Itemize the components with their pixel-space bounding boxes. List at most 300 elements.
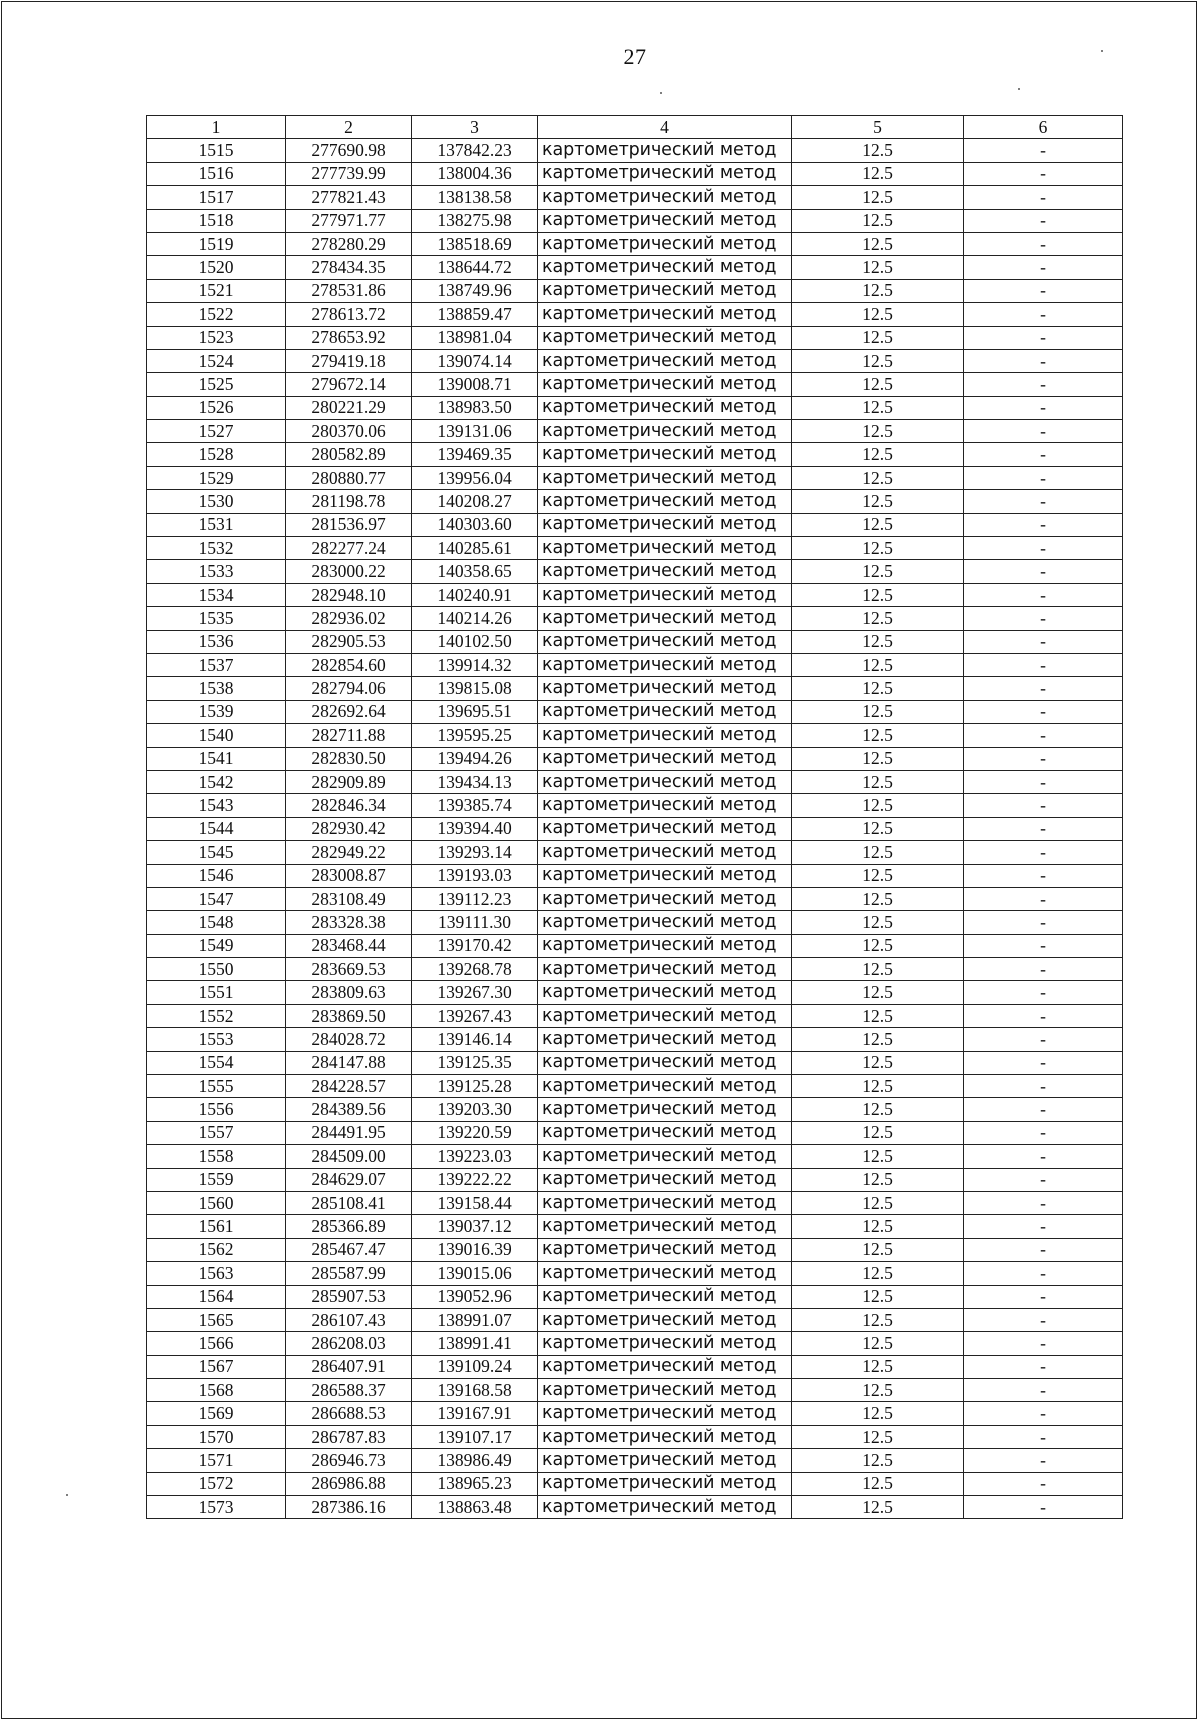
table-row <box>147 1168 1123 1191</box>
x-coordinate-cell: 286407.91 <box>286 1355 412 1378</box>
point-number-cell: 1569 <box>147 1402 286 1425</box>
accuracy-cell: 12.5 <box>792 1051 964 1074</box>
x-coordinate-cell: 277821.43 <box>286 186 412 209</box>
description-cell: - <box>964 186 1123 209</box>
x-coordinate-cell: 286688.53 <box>286 1402 412 1425</box>
point-number-cell: 1535 <box>147 607 286 630</box>
x-coordinate-cell: 280582.89 <box>286 443 412 466</box>
x-coordinate-cell: 280880.77 <box>286 466 412 489</box>
description-cell: - <box>964 1121 1123 1144</box>
accuracy-cell: 12.5 <box>792 1425 964 1448</box>
description-cell: - <box>964 326 1123 349</box>
y-coordinate-cell: 140208.27 <box>412 490 538 513</box>
description-cell: - <box>964 1238 1123 1261</box>
description-cell: - <box>964 373 1123 396</box>
point-number-cell: 1554 <box>147 1051 286 1074</box>
point-number-cell: 1525 <box>147 373 286 396</box>
description-cell: - <box>964 1308 1123 1331</box>
method-cell: картометрический метод <box>538 537 792 560</box>
table-row <box>147 887 1123 910</box>
x-coordinate-cell: 286588.37 <box>286 1379 412 1402</box>
table-row <box>147 981 1123 1004</box>
point-number-cell: 1533 <box>147 560 286 583</box>
x-coordinate-cell: 278280.29 <box>286 232 412 255</box>
description-cell: - <box>964 747 1123 770</box>
x-coordinate-cell: 282711.88 <box>286 724 412 747</box>
description-cell: - <box>964 1425 1123 1448</box>
description-cell: - <box>964 1379 1123 1402</box>
x-coordinate-cell: 282948.10 <box>286 583 412 606</box>
table-header-row <box>147 116 1123 139</box>
accuracy-cell: 12.5 <box>792 887 964 910</box>
y-coordinate-cell: 140303.60 <box>412 513 538 536</box>
point-number-cell: 1544 <box>147 817 286 840</box>
table-row <box>147 466 1123 489</box>
point-number-cell: 1523 <box>147 326 286 349</box>
description-cell: - <box>964 162 1123 185</box>
table-row <box>147 817 1123 840</box>
x-coordinate-cell: 284509.00 <box>286 1145 412 1168</box>
table-row <box>147 139 1123 162</box>
y-coordinate-cell: 139125.35 <box>412 1051 538 1074</box>
table-row <box>147 186 1123 209</box>
table-row <box>147 1472 1123 1495</box>
point-number-cell: 1531 <box>147 513 286 536</box>
description-cell: - <box>964 958 1123 981</box>
method-cell: картометрический метод <box>538 279 792 302</box>
table-row <box>147 443 1123 466</box>
method-cell: картометрический метод <box>538 1168 792 1191</box>
point-number-cell: 1529 <box>147 466 286 489</box>
method-cell: картометрический метод <box>538 1496 792 1519</box>
accuracy-cell: 12.5 <box>792 724 964 747</box>
point-number-cell: 1549 <box>147 934 286 957</box>
x-coordinate-cell: 285907.53 <box>286 1285 412 1308</box>
table-row <box>147 1332 1123 1355</box>
y-coordinate-cell: 139052.96 <box>412 1285 538 1308</box>
y-coordinate-cell: 139016.39 <box>412 1238 538 1261</box>
point-number-cell: 1518 <box>147 209 286 232</box>
y-coordinate-cell: 139222.22 <box>412 1168 538 1191</box>
method-cell: картометрический метод <box>538 1308 792 1331</box>
point-number-cell: 1534 <box>147 583 286 606</box>
x-coordinate-cell: 285108.41 <box>286 1191 412 1214</box>
y-coordinate-cell: 138991.41 <box>412 1332 538 1355</box>
point-number-cell: 1573 <box>147 1496 286 1519</box>
method-cell: картометрический метод <box>538 1355 792 1378</box>
accuracy-cell: 12.5 <box>792 279 964 302</box>
x-coordinate-cell: 282949.22 <box>286 841 412 864</box>
table-row <box>147 1098 1123 1121</box>
description-cell: - <box>964 560 1123 583</box>
point-number-cell: 1519 <box>147 232 286 255</box>
method-cell: картометрический метод <box>538 1285 792 1308</box>
description-cell: - <box>964 630 1123 653</box>
point-number-cell: 1567 <box>147 1355 286 1378</box>
x-coordinate-cell: 282854.60 <box>286 653 412 676</box>
accuracy-cell: 12.5 <box>792 911 964 934</box>
method-cell: картометрический метод <box>538 864 792 887</box>
y-coordinate-cell: 139267.43 <box>412 1004 538 1027</box>
y-coordinate-cell: 138004.36 <box>412 162 538 185</box>
y-coordinate-cell: 139268.78 <box>412 958 538 981</box>
accuracy-cell: 12.5 <box>792 326 964 349</box>
x-coordinate-cell: 279672.14 <box>286 373 412 396</box>
table-row <box>147 1262 1123 1285</box>
table-row <box>147 303 1123 326</box>
table-row <box>147 583 1123 606</box>
method-cell: картометрический метод <box>538 677 792 700</box>
method-cell: картометрический метод <box>538 794 792 817</box>
y-coordinate-cell: 139107.17 <box>412 1425 538 1448</box>
table-row <box>147 232 1123 255</box>
method-cell: картометрический метод <box>538 653 792 676</box>
x-coordinate-cell: 278653.92 <box>286 326 412 349</box>
method-cell: картометрический метод <box>538 1145 792 1168</box>
point-number-cell: 1524 <box>147 349 286 372</box>
x-coordinate-cell: 277690.98 <box>286 139 412 162</box>
description-cell: - <box>964 653 1123 676</box>
method-cell: картометрический метод <box>538 770 792 793</box>
table-row <box>147 513 1123 536</box>
column-header-method: 4 <box>538 116 792 139</box>
method-cell: картометрический метод <box>538 1262 792 1285</box>
table-row <box>147 279 1123 302</box>
method-cell: картометрический метод <box>538 1121 792 1144</box>
point-number-cell: 1550 <box>147 958 286 981</box>
description-cell: - <box>964 1332 1123 1355</box>
y-coordinate-cell: 139595.25 <box>412 724 538 747</box>
method-cell: картометрический метод <box>538 981 792 1004</box>
accuracy-cell: 12.5 <box>792 1285 964 1308</box>
accuracy-cell: 12.5 <box>792 607 964 630</box>
x-coordinate-cell: 284389.56 <box>286 1098 412 1121</box>
method-cell: картометрический метод <box>538 303 792 326</box>
method-cell: картометрический метод <box>538 958 792 981</box>
accuracy-cell: 12.5 <box>792 139 964 162</box>
x-coordinate-cell: 286986.88 <box>286 1472 412 1495</box>
accuracy-cell: 12.5 <box>792 1355 964 1378</box>
y-coordinate-cell: 139125.28 <box>412 1075 538 1098</box>
scan-speck <box>66 1494 68 1496</box>
y-coordinate-cell: 138965.23 <box>412 1472 538 1495</box>
method-cell: картометрический метод <box>538 256 792 279</box>
coordinates-table <box>146 115 1123 1519</box>
point-number-cell: 1565 <box>147 1308 286 1331</box>
description-cell: - <box>964 1168 1123 1191</box>
description-cell: - <box>964 490 1123 513</box>
y-coordinate-cell: 139385.74 <box>412 794 538 817</box>
accuracy-cell: 12.5 <box>792 934 964 957</box>
accuracy-cell: 12.5 <box>792 1004 964 1027</box>
accuracy-cell: 12.5 <box>792 981 964 1004</box>
x-coordinate-cell: 281536.97 <box>286 513 412 536</box>
y-coordinate-cell: 139015.06 <box>412 1262 538 1285</box>
accuracy-cell: 12.5 <box>792 1191 964 1214</box>
table-row <box>147 349 1123 372</box>
y-coordinate-cell: 139167.91 <box>412 1402 538 1425</box>
method-cell: картометрический метод <box>538 630 792 653</box>
table-row <box>147 724 1123 747</box>
y-coordinate-cell: 139815.08 <box>412 677 538 700</box>
table-row <box>147 794 1123 817</box>
x-coordinate-cell: 282936.02 <box>286 607 412 630</box>
description-cell: - <box>964 841 1123 864</box>
table-row <box>147 326 1123 349</box>
x-coordinate-cell: 282909.89 <box>286 770 412 793</box>
y-coordinate-cell: 138859.47 <box>412 303 538 326</box>
y-coordinate-cell: 139193.03 <box>412 864 538 887</box>
point-number-cell: 1539 <box>147 700 286 723</box>
x-coordinate-cell: 283000.22 <box>286 560 412 583</box>
x-coordinate-cell: 281198.78 <box>286 490 412 513</box>
y-coordinate-cell: 138275.98 <box>412 209 538 232</box>
description-cell: - <box>964 349 1123 372</box>
point-number-cell: 1551 <box>147 981 286 1004</box>
table-row <box>147 1215 1123 1238</box>
method-cell: картометрический метод <box>538 887 792 910</box>
y-coordinate-cell: 138518.69 <box>412 232 538 255</box>
x-coordinate-cell: 285587.99 <box>286 1262 412 1285</box>
scan-speck <box>1101 50 1103 52</box>
point-number-cell: 1559 <box>147 1168 286 1191</box>
method-cell: картометрический метод <box>538 349 792 372</box>
table-row <box>147 420 1123 443</box>
table-body <box>147 139 1123 1519</box>
method-cell: картометрический метод <box>538 1472 792 1495</box>
description-cell: - <box>964 420 1123 443</box>
point-number-cell: 1516 <box>147 162 286 185</box>
table-row <box>147 209 1123 232</box>
point-number-cell: 1552 <box>147 1004 286 1027</box>
y-coordinate-cell: 137842.23 <box>412 139 538 162</box>
description-cell: - <box>964 1262 1123 1285</box>
method-cell: картометрический метод <box>538 607 792 630</box>
point-number-cell: 1522 <box>147 303 286 326</box>
y-coordinate-cell: 138644.72 <box>412 256 538 279</box>
y-coordinate-cell: 139168.58 <box>412 1379 538 1402</box>
x-coordinate-cell: 282794.06 <box>286 677 412 700</box>
x-coordinate-cell: 283669.53 <box>286 958 412 981</box>
y-coordinate-cell: 138983.50 <box>412 396 538 419</box>
point-number-cell: 1520 <box>147 256 286 279</box>
x-coordinate-cell: 285366.89 <box>286 1215 412 1238</box>
page-number: 27 <box>623 44 647 69</box>
accuracy-cell: 12.5 <box>792 1472 964 1495</box>
method-cell: картометрический метод <box>538 1191 792 1214</box>
accuracy-cell: 12.5 <box>792 817 964 840</box>
description-cell: - <box>964 981 1123 1004</box>
method-cell: картометрический метод <box>538 1449 792 1472</box>
x-coordinate-cell: 282905.53 <box>286 630 412 653</box>
accuracy-cell: 12.5 <box>792 373 964 396</box>
method-cell: картометрический метод <box>538 700 792 723</box>
table-row <box>147 1238 1123 1261</box>
point-number-cell: 1515 <box>147 139 286 162</box>
description-cell: - <box>964 911 1123 934</box>
accuracy-cell: 12.5 <box>792 443 964 466</box>
y-coordinate-cell: 139220.59 <box>412 1121 538 1144</box>
accuracy-cell: 12.5 <box>792 490 964 513</box>
method-cell: картометрический метод <box>538 420 792 443</box>
accuracy-cell: 12.5 <box>792 232 964 255</box>
method-cell: картометрический метод <box>538 162 792 185</box>
method-cell: картометрический метод <box>538 747 792 770</box>
accuracy-cell: 12.5 <box>792 677 964 700</box>
table-row <box>147 700 1123 723</box>
method-cell: картометрический метод <box>538 139 792 162</box>
x-coordinate-cell: 283468.44 <box>286 934 412 957</box>
table-row <box>147 1145 1123 1168</box>
point-number-cell: 1537 <box>147 653 286 676</box>
x-coordinate-cell: 282830.50 <box>286 747 412 770</box>
point-number-cell: 1557 <box>147 1121 286 1144</box>
point-number-cell: 1553 <box>147 1028 286 1051</box>
column-header-point-number: 1 <box>147 116 286 139</box>
table-row <box>147 911 1123 934</box>
method-cell: картометрический метод <box>538 490 792 513</box>
y-coordinate-cell: 140285.61 <box>412 537 538 560</box>
table-row <box>147 162 1123 185</box>
description-cell: - <box>964 1215 1123 1238</box>
table-row <box>147 1379 1123 1402</box>
method-cell: картометрический метод <box>538 466 792 489</box>
method-cell: картометрический метод <box>538 583 792 606</box>
accuracy-cell: 12.5 <box>792 1121 964 1144</box>
description-cell: - <box>964 1402 1123 1425</box>
accuracy-cell: 12.5 <box>792 1402 964 1425</box>
accuracy-cell: 12.5 <box>792 303 964 326</box>
accuracy-cell: 12.5 <box>792 1332 964 1355</box>
point-number-cell: 1561 <box>147 1215 286 1238</box>
table-row <box>147 1402 1123 1425</box>
method-cell: картометрический метод <box>538 1028 792 1051</box>
y-coordinate-cell: 140214.26 <box>412 607 538 630</box>
description-cell: - <box>964 583 1123 606</box>
method-cell: картометрический метод <box>538 513 792 536</box>
scan-speck <box>1018 88 1020 90</box>
y-coordinate-cell: 139074.14 <box>412 349 538 372</box>
y-coordinate-cell: 138991.07 <box>412 1308 538 1331</box>
method-cell: картометрический метод <box>538 1332 792 1355</box>
description-cell: - <box>964 1355 1123 1378</box>
description-cell: - <box>964 139 1123 162</box>
point-number-cell: 1560 <box>147 1191 286 1214</box>
y-coordinate-cell: 139158.44 <box>412 1191 538 1214</box>
accuracy-cell: 12.5 <box>792 653 964 676</box>
point-number-cell: 1570 <box>147 1425 286 1448</box>
point-number-cell: 1538 <box>147 677 286 700</box>
y-coordinate-cell: 139008.71 <box>412 373 538 396</box>
point-number-cell: 1562 <box>147 1238 286 1261</box>
accuracy-cell: 12.5 <box>792 420 964 443</box>
description-cell: - <box>964 794 1123 817</box>
x-coordinate-cell: 285467.47 <box>286 1238 412 1261</box>
accuracy-cell: 12.5 <box>792 1028 964 1051</box>
method-cell: картометрический метод <box>538 817 792 840</box>
column-header-x-coordinate: 2 <box>286 116 412 139</box>
description-cell: - <box>964 817 1123 840</box>
method-cell: картометрический метод <box>538 209 792 232</box>
point-number-cell: 1521 <box>147 279 286 302</box>
point-number-cell: 1517 <box>147 186 286 209</box>
accuracy-cell: 12.5 <box>792 1215 964 1238</box>
method-cell: картометрический метод <box>538 232 792 255</box>
table-row <box>147 747 1123 770</box>
y-coordinate-cell: 139112.23 <box>412 887 538 910</box>
y-coordinate-cell: 138138.58 <box>412 186 538 209</box>
accuracy-cell: 12.5 <box>792 209 964 232</box>
point-number-cell: 1542 <box>147 770 286 793</box>
description-cell: - <box>964 1051 1123 1074</box>
description-cell: - <box>964 1449 1123 1472</box>
point-number-cell: 1547 <box>147 887 286 910</box>
y-coordinate-cell: 138749.96 <box>412 279 538 302</box>
description-cell: - <box>964 607 1123 630</box>
point-number-cell: 1541 <box>147 747 286 770</box>
table-row <box>147 1355 1123 1378</box>
table-row <box>147 1285 1123 1308</box>
method-cell: картометрический метод <box>538 560 792 583</box>
point-number-cell: 1536 <box>147 630 286 653</box>
x-coordinate-cell: 286946.73 <box>286 1449 412 1472</box>
table-row <box>147 560 1123 583</box>
x-coordinate-cell: 287386.16 <box>286 1496 412 1519</box>
point-number-cell: 1563 <box>147 1262 286 1285</box>
method-cell: картометрический метод <box>538 373 792 396</box>
accuracy-cell: 12.5 <box>792 537 964 560</box>
x-coordinate-cell: 286208.03 <box>286 1332 412 1355</box>
y-coordinate-cell: 139037.12 <box>412 1215 538 1238</box>
description-cell: - <box>964 1496 1123 1519</box>
x-coordinate-cell: 277971.77 <box>286 209 412 232</box>
table-row <box>147 490 1123 513</box>
accuracy-cell: 12.5 <box>792 186 964 209</box>
table-row <box>147 770 1123 793</box>
description-cell: - <box>964 303 1123 326</box>
y-coordinate-cell: 138981.04 <box>412 326 538 349</box>
description-cell: - <box>964 770 1123 793</box>
table-row <box>147 1425 1123 1448</box>
column-header-accuracy: 5 <box>792 116 964 139</box>
accuracy-cell: 12.5 <box>792 349 964 372</box>
description-cell: - <box>964 724 1123 747</box>
scan-speck <box>660 92 662 94</box>
x-coordinate-cell: 284228.57 <box>286 1075 412 1098</box>
y-coordinate-cell: 139146.14 <box>412 1028 538 1051</box>
table-row <box>147 1004 1123 1027</box>
y-coordinate-cell: 139494.26 <box>412 747 538 770</box>
accuracy-cell: 12.5 <box>792 560 964 583</box>
accuracy-cell: 12.5 <box>792 770 964 793</box>
accuracy-cell: 12.5 <box>792 1168 964 1191</box>
accuracy-cell: 12.5 <box>792 256 964 279</box>
table-row <box>147 653 1123 676</box>
method-cell: картометрический метод <box>538 1425 792 1448</box>
table-row <box>147 1308 1123 1331</box>
y-coordinate-cell: 139223.03 <box>412 1145 538 1168</box>
description-cell: - <box>964 1145 1123 1168</box>
x-coordinate-cell: 284629.07 <box>286 1168 412 1191</box>
accuracy-cell: 12.5 <box>792 1145 964 1168</box>
description-cell: - <box>964 1098 1123 1121</box>
x-coordinate-cell: 279419.18 <box>286 349 412 372</box>
description-cell: - <box>964 1191 1123 1214</box>
table-row <box>147 1191 1123 1214</box>
description-cell: - <box>964 887 1123 910</box>
description-cell: - <box>964 1028 1123 1051</box>
point-number-cell: 1546 <box>147 864 286 887</box>
